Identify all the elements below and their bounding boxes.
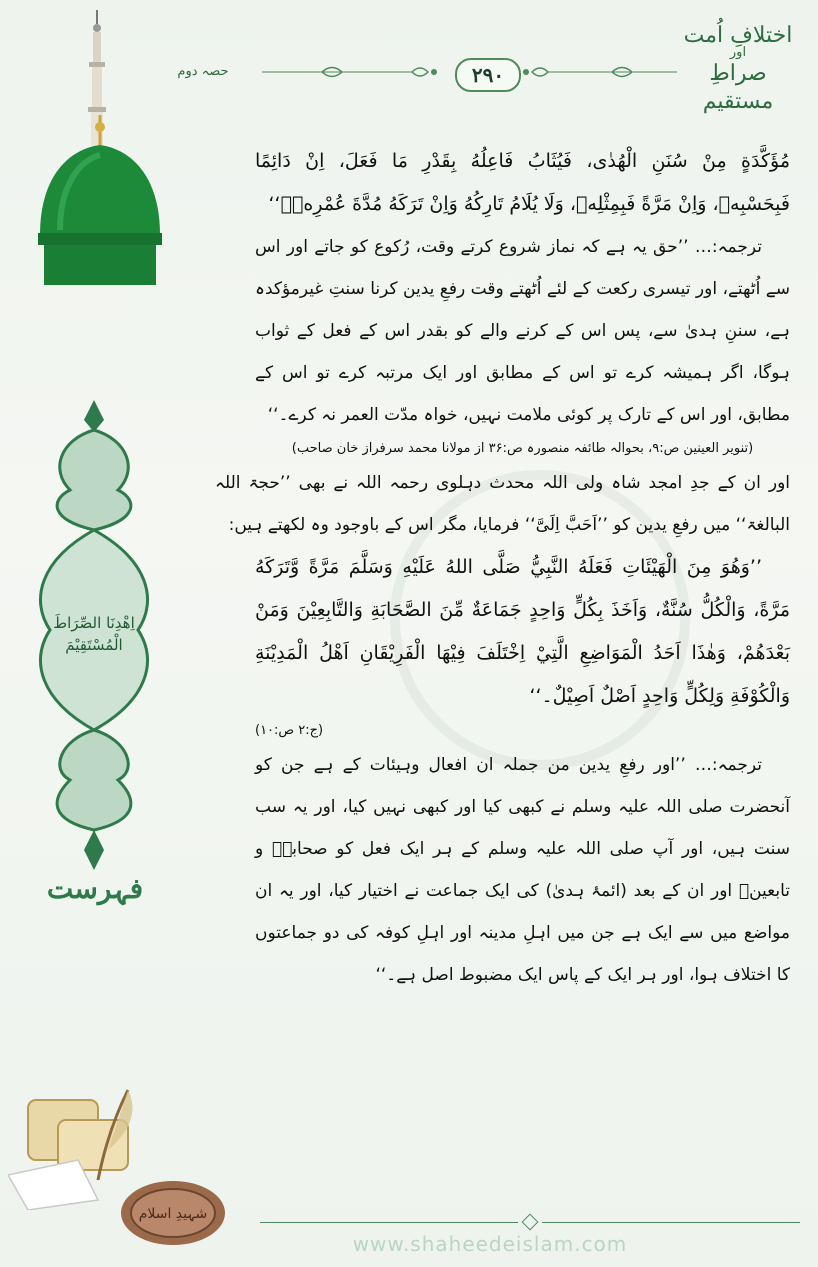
header-ornament-right (522, 62, 677, 82)
book-title-connector: اور (729, 45, 747, 60)
seal-logo (118, 1178, 228, 1248)
bottom-divider (260, 1215, 800, 1229)
emblem-text: اِهْدِنَا الصِّرَاطَ الْمُسْتَقِيْمَ (53, 614, 135, 654)
book-title (678, 22, 798, 116)
page-number: ۲۹۰ (455, 58, 521, 92)
urdu-intro: اور ان کے جدِ امجد شاہ ولی اللہ محدث دہلوی رحمہ اللہ نے بھی ’’حجۃ اللہ البالغۃ‘‘ میں رفعِ یدین کو ’’اَحَبَّ اِلَیَّ‘‘ فرمایا، مگر اس کے باوجود وہ لکھتے ہیں: (215, 473, 790, 535)
arabic-passage-1: مُؤَكَّدَةٍ مِنْ سُنَنِ الْهُدٰى، فَيُثَابُ فَاعِلُهُ بِقَدْرِ مَا فَعَلَ، اِنْ دَائِمًا فَبِحَسْبِهٖ، وَاِنْ مَرَّةً فَبِمِثْلِهٖ، وَلَا يُلَامُ تَارِكُهُ وَاِنْ تَرَكَهُ مُدَّةَ عُمْرِهٖ۔‘‘ (255, 150, 790, 215)
reference-citation-1: (تنویر العینین ص:۹، بحوالہ طائفہ منصورہ ص:۳۶ از مولانا محمد سرفراز خان صاحب) (291, 441, 754, 456)
urdu-translation-2: ترجمہ:… ’’اور رفعِ یدین من جملہ ان افعال وہیئات کے ہے جن کو آنحضرت صلی اللہ علیہ وسلم نے کبھی کیا اور کبھی نہیں کیا، اور یہ سب سنت ہیں، اور آپ صلی اللہ علیہ وسلم کے ہر ایک فعل کو صحابہؓ و تابعینؒ اور ان کے بعد (ائمۂ ہدیٰ) کی ایک جماعت نے اختیار کیا، اور یہ ان مواضع میں سے ایک ہے جن میں اہلِ مدینہ اور اہلِ کوفہ کی دو جماعتوں کا اختلاف ہوا، اور ہر ایک کے پاس ایک مضبوط اصل ہے۔‘‘ (255, 755, 790, 985)
arabic-passage-2: ’’وَهُوَ مِنَ الْهَيْئَاتِ فَعَلَهُ النَّبِيُّ صَلَّى اللهُ عَلَيْهِ وَسَلَّمَ مَرَّةً وَّتَرَكَهُ مَرَّةً، وَالْكُلُّ سُنَّةٌ، وَاَخَذَ بِكُلٍّ وَاحِدٍ جَمَاعَةٌ مِّنَ الصَّحَابَةِ وَالتَّابِعِيْنَ وَمَنْ بَعْدَهُمْ، وَهٰذَا اَحَدُ الْمَوَاضِعِ الَّتِيْ اِخْتَلَفَ فِيْهَا الْفَرِيْقَانِ اَهْلُ الْمَدِيْنَةِ وَالْكُوْفَةِ وَلِكُلٍّ وَاحِدٍ اَصْلٌ اَصِيْلٌ۔‘‘ (255, 556, 790, 707)
page-body (215, 140, 790, 996)
part-label: حصہ دوم (177, 64, 229, 79)
reference-citation-2: (ج:۲ ص:۱۰) (255, 723, 324, 738)
seal-text: شہیدِ اسلام (138, 1206, 208, 1222)
green-dome-icon (30, 115, 170, 290)
urdu-translation-1: ترجمہ:… ’’حق یہ ہے کہ نماز شروع کرتے وقت، رُکوع کو جاتے اور اس سے اُٹھتے، اور تیسری رکعت کے لئے اُٹھتے وقت رفعِ یدین کرنا سنتِ غیرمؤکدہ ہے، سننِ ہدیٰ سے، پس اس کے کرنے والے کو بقدر اس کے فعل کے ثواب ہوگا، اگر ہمیشہ کرے تو اس کے مطابق اور ایک مرتبہ کرے تو اس کے مطابق، اور اس کے تارک پر کوئی ملامت نہیں، خواہ مدّت العمر نہ کرے۔‘‘ (255, 237, 790, 425)
header-ornament-left (262, 62, 442, 82)
ornament-icon (262, 62, 442, 82)
ornament-icon (522, 62, 677, 82)
index-link[interactable]: فہرست (46, 872, 144, 905)
book-title-line2: صراطِ مستقیم (702, 61, 774, 114)
website-url[interactable]: www.shaheedeislam.com (352, 1232, 628, 1256)
book-title-line1: اختلافِ اُمت (683, 23, 793, 48)
